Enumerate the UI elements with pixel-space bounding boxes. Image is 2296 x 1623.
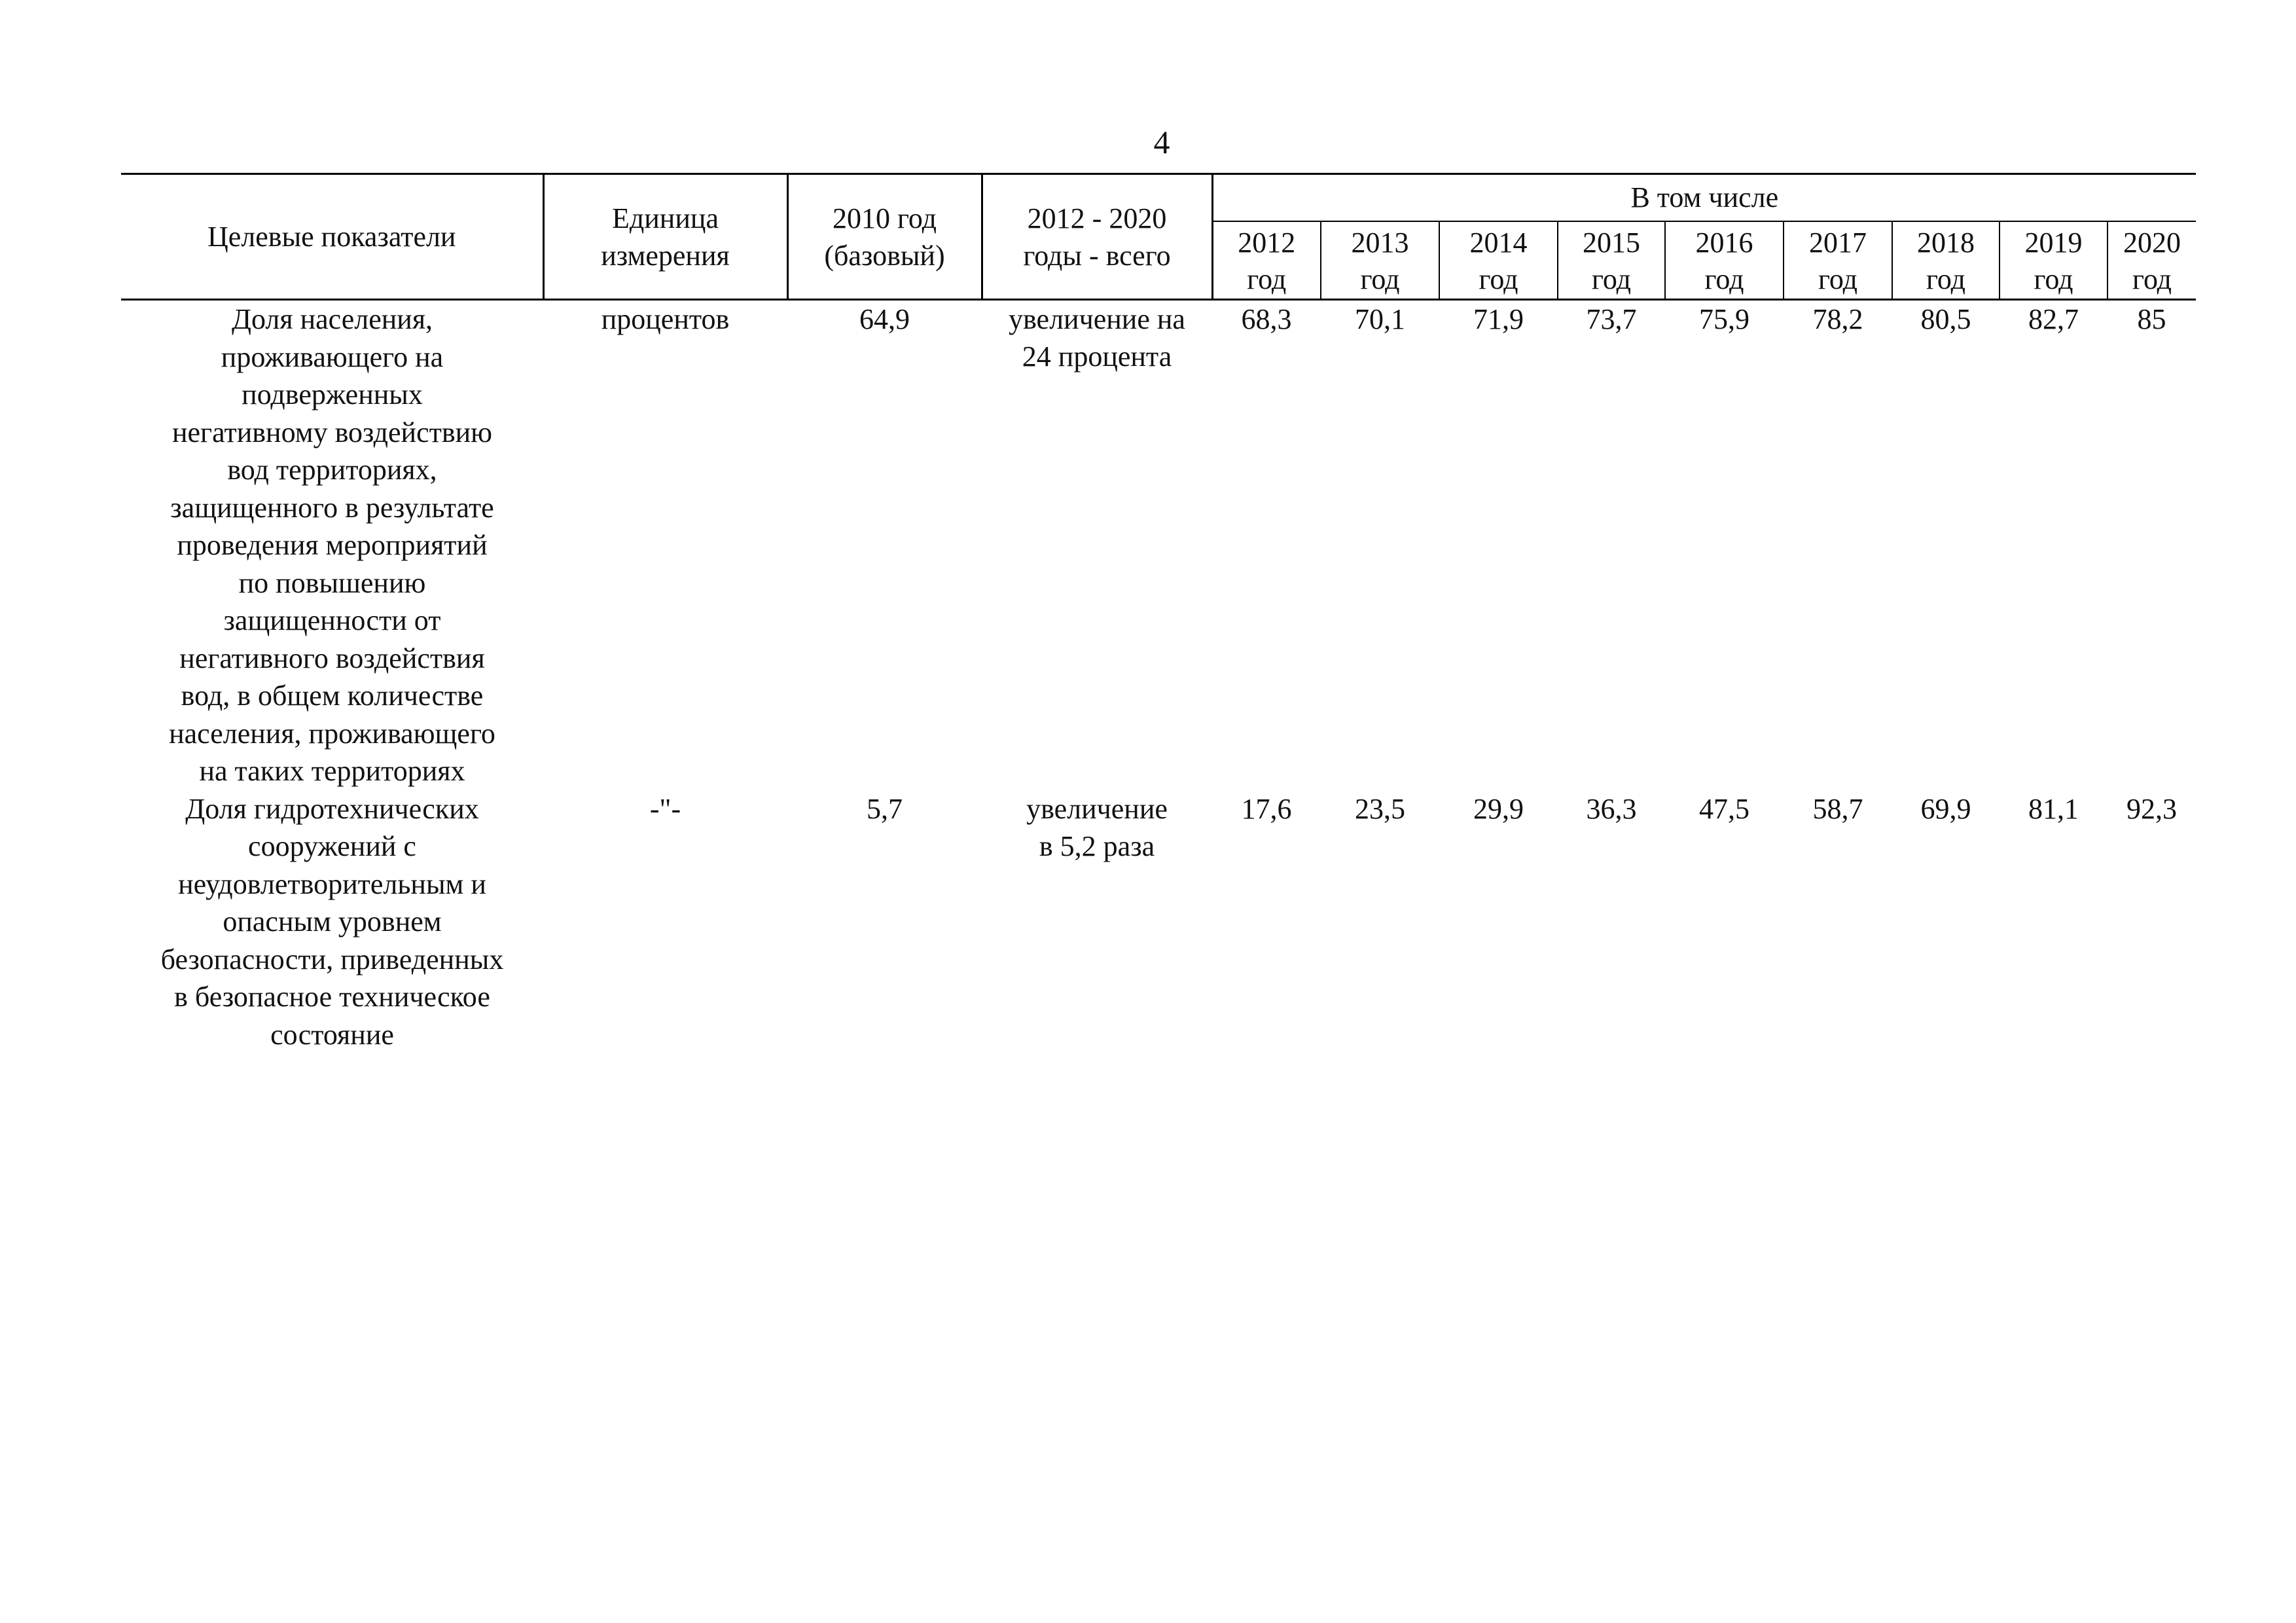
- value-2014-cell: 29,9: [1473, 792, 1524, 825]
- total-line1: увеличение на: [1009, 303, 1185, 335]
- header-year-2018: [1892, 221, 2000, 300]
- page-number: 4: [1153, 124, 1170, 160]
- total-line2: 24 процента: [1022, 340, 1172, 373]
- indicator-line: в безопасное техническое: [174, 981, 490, 1013]
- year-unit: год: [1926, 263, 1966, 296]
- year-unit: год: [1479, 263, 1518, 296]
- header-year-2016: [1665, 221, 1784, 300]
- year-unit: год: [1360, 263, 1400, 296]
- year-unit: год: [2034, 263, 2073, 296]
- year-label: 2014: [1469, 227, 1528, 259]
- indicator-line: вод территориях,: [227, 454, 437, 486]
- year-label: 2012: [1238, 227, 1296, 259]
- value-2016-cell: 75,9: [1699, 303, 1749, 335]
- value-2016-cell: 47,5: [1699, 792, 1749, 825]
- indicator-line: защищенного в результате: [170, 491, 494, 524]
- year-label: 2019: [2024, 227, 2083, 259]
- unit-cell: процентов: [601, 303, 730, 335]
- header-unit: [543, 174, 787, 300]
- indicator-line: негативного воздействия: [179, 642, 485, 674]
- year-label: 2017: [1809, 227, 1867, 259]
- header-unit-line1: Единица: [612, 202, 719, 234]
- year-unit: год: [1818, 263, 1858, 296]
- value-2015-cell: 36,3: [1586, 792, 1637, 825]
- indicator-line: Доля населения,: [231, 303, 433, 335]
- indicator-line: проживающего на: [221, 340, 444, 373]
- header-year-2017: [1784, 221, 1892, 300]
- header-total-2012-2020: [982, 174, 1212, 300]
- header-base-2010: [787, 174, 982, 300]
- value-2019-cell: 82,7: [2028, 303, 2079, 335]
- header-including: В том числе: [1212, 174, 2196, 221]
- value-2012-cell: 17,6: [1241, 792, 1292, 825]
- targets-table: [121, 173, 2196, 1053]
- value-2020-cell: 92,3: [2126, 792, 2178, 825]
- year-label: 2013: [1351, 227, 1409, 259]
- table-body: [121, 300, 2196, 1054]
- value-2014-cell: 71,9: [1473, 303, 1524, 335]
- header-year-2012: [1212, 221, 1321, 300]
- total-cell: [982, 790, 1212, 1054]
- value-2013-cell: 70,1: [1355, 303, 1405, 335]
- indicator-line: подверженных: [242, 378, 423, 410]
- header-year-2020: [2108, 221, 2196, 300]
- indicator-line: негативному воздействию: [171, 416, 493, 448]
- indicator-line: опасным уровнем: [223, 905, 442, 938]
- indicator-line: на таких территориях: [199, 755, 465, 787]
- total-line2: в 5,2 раза: [1039, 830, 1155, 862]
- indicator-cell: [121, 790, 543, 1054]
- value-2018-cell: 80,5: [1920, 303, 1971, 335]
- header-unit-line2: измерения: [601, 239, 730, 272]
- total-line1: увеличение: [1026, 792, 1168, 825]
- header-base-line2: (базовый): [824, 239, 945, 272]
- header-year-2015: [1558, 221, 1665, 300]
- indicator-line: населения, проживающего: [169, 717, 495, 750]
- header-total-line1: 2012 - 2020: [1027, 202, 1167, 234]
- year-label: 2018: [1917, 227, 1975, 259]
- year-unit: год: [1704, 263, 1744, 296]
- table-row: [121, 300, 2196, 790]
- indicator-line: вод, в общем количестве: [181, 680, 484, 712]
- header-year-2013: [1321, 221, 1439, 300]
- indicator-line: состояние: [270, 1018, 394, 1051]
- value-2012-cell: 68,3: [1241, 303, 1292, 335]
- value-2015-cell: 73,7: [1586, 303, 1637, 335]
- year-label: 2015: [1583, 227, 1640, 259]
- indicator-line: проведения мероприятий: [177, 529, 488, 561]
- indicator-line: сооружений с: [248, 830, 416, 862]
- value-2017-cell: 58,7: [1812, 792, 1863, 825]
- value-2018-cell: 69,9: [1920, 792, 1971, 825]
- year-unit: год: [1247, 263, 1287, 296]
- year-label: 2020: [2123, 227, 2181, 259]
- total-cell: [982, 300, 1212, 790]
- year-label: 2016: [1695, 227, 1753, 259]
- header-year-2019: [2000, 221, 2108, 300]
- indicator-cell: [121, 300, 543, 790]
- table-row: [121, 790, 2196, 1054]
- value-2017-cell: 78,2: [1812, 303, 1863, 335]
- value-2013-cell: 23,5: [1355, 792, 1405, 825]
- base-2010-cell: 64,9: [859, 303, 910, 335]
- table-header: [121, 174, 2196, 300]
- value-2020-cell: 85: [2137, 303, 2166, 335]
- header-base-line1: 2010 год: [832, 202, 937, 234]
- header-indicator: Целевые показатели: [121, 174, 543, 300]
- value-2019-cell: 81,1: [2028, 792, 2079, 825]
- header-total-line2: годы - всего: [1023, 239, 1171, 272]
- indicator-line: защищенности от: [223, 604, 441, 636]
- header-year-2014: [1439, 221, 1558, 300]
- indicator-line: по повышению: [238, 566, 426, 599]
- year-unit: год: [2132, 263, 2172, 296]
- indicator-line: безопасности, приведенных: [160, 943, 504, 976]
- year-unit: год: [1591, 263, 1632, 296]
- unit-cell: -"-: [649, 792, 681, 825]
- indicator-line: неудовлетворительным и: [178, 867, 486, 900]
- base-2010-cell: 5,7: [867, 792, 903, 825]
- indicator-line: Доля гидротехнических: [185, 792, 479, 825]
